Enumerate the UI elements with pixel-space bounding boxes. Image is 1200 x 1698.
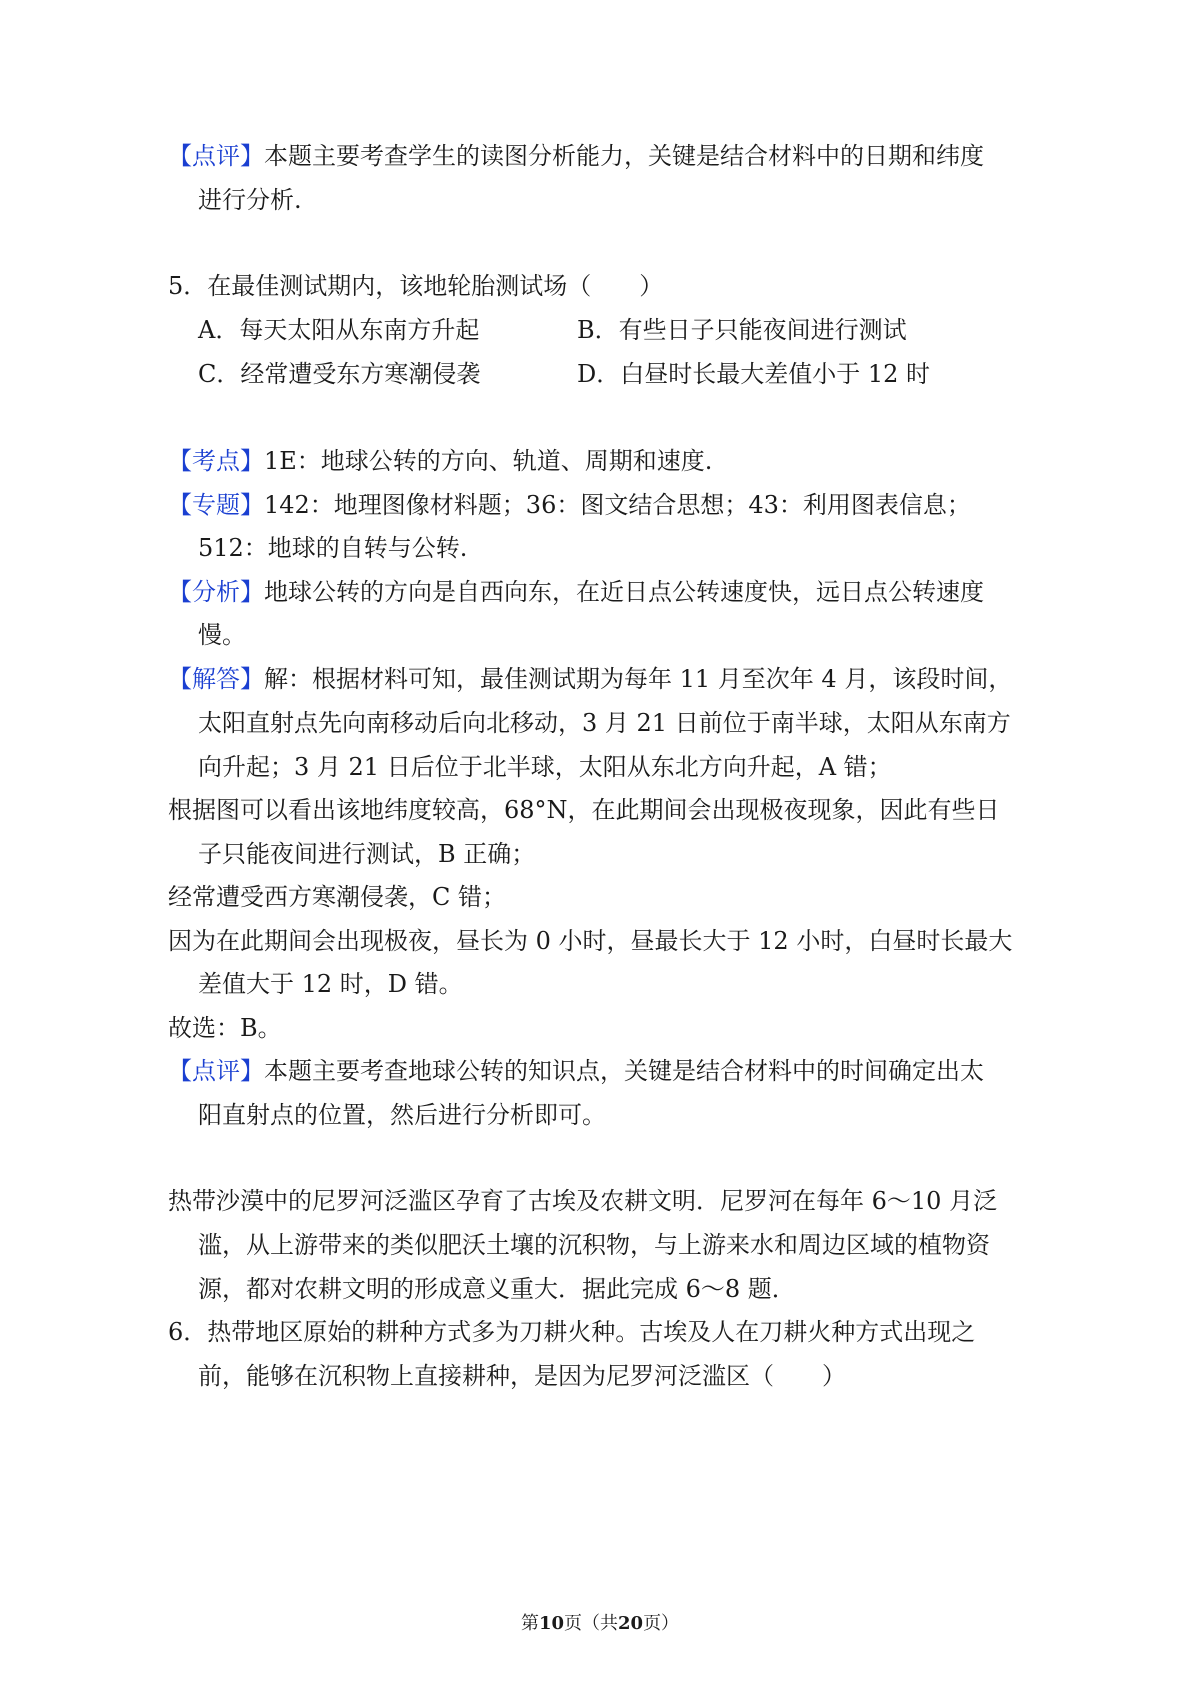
footer-middle: 页（共	[564, 1613, 618, 1634]
jieda-line-8: 差值大于 12 时，D 错。	[198, 970, 463, 998]
review-tag: 【点评】	[168, 142, 264, 170]
jieda-line-3: 向升起；3 月 21 日后位于北半球，太阳从东北方向升起，A 错；	[198, 753, 892, 781]
fenxi-line-2: 慢。	[198, 621, 246, 649]
jieda-line-1	[168, 663, 1012, 695]
footer-suffix: 页）	[643, 1613, 680, 1634]
question-5-option-a: A．每天太阳从东南方升起	[198, 316, 480, 344]
kaodian-tag: 【考点】	[168, 447, 264, 475]
review-2-line-2: 阳直射点的位置，然后进行分析即可。	[198, 1101, 606, 1129]
question-5-option-b: B．有些日子只能夜间进行测试	[577, 316, 907, 344]
review-2-line-1	[168, 1055, 984, 1087]
fenxi-tag: 【分析】	[168, 578, 264, 606]
jieda-tag: 【解答】	[168, 665, 264, 693]
footer-total-pages: 20	[618, 1613, 644, 1634]
jieda-line-4: 根据图可以看出该地纬度较高，68°N，在此期间会出现极夜现象，因此有些日	[168, 796, 1000, 824]
fenxi-line-1	[168, 576, 984, 608]
jieda-line-5: 子只能夜间进行测试，B 正确；	[198, 840, 536, 868]
jieda-answer: 故选：B。	[168, 1014, 282, 1042]
kaodian-line	[168, 445, 712, 477]
fenxi-text: 地球公转的方向是自西向东，在近日点公转速度快，远日点公转速度	[264, 578, 984, 606]
question-5-option-c: C．经常遭受东方寒潮侵袭	[198, 360, 481, 388]
zhuanti-tag: 【专题】	[168, 491, 264, 519]
footer-page-number: 10	[538, 1613, 564, 1634]
question-6-line-2: 前，能够在沉积物上直接耕种，是因为尼罗河泛滥区（ ）	[198, 1362, 846, 1390]
footer-prefix: 第	[520, 1613, 539, 1634]
zhuanti-line-1	[168, 489, 971, 521]
review-2-tag: 【点评】	[168, 1057, 264, 1085]
kaodian-text: 1E：地球公转的方向、轨道、周期和速度.	[264, 447, 713, 475]
review-text: 本题主要考查学生的读图分析能力，关键是结合材料中的日期和纬度	[264, 142, 984, 170]
jieda-text: 解：根据材料可知，最佳测试期为每年 11 月至次年 4 月，该段时间，	[264, 665, 1013, 693]
jieda-line-6: 经常遭受西方寒潮侵袭，C 错；	[168, 883, 506, 911]
review-2-text: 本题主要考查地球公转的知识点，关键是结合材料中的时间确定出太	[264, 1057, 984, 1085]
review-1-line-1	[168, 140, 984, 172]
question-5-option-d: D．白昼时长最大差值小于 12 时	[577, 360, 931, 388]
jieda-line-7: 因为在此期间会出现极夜，昼长为 0 小时，昼最长大于 12 小时，白昼时长最大	[168, 927, 1013, 955]
material-line-2: 滥，从上游带来的类似肥沃土壤的沉积物，与上游来水和周边区域的植物资	[198, 1231, 990, 1259]
jieda-line-2: 太阳直射点先向南移动后向北移动，3 月 21 日前位于南半球，太阳从东南方	[198, 709, 1011, 737]
material-line-1: 热带沙漠中的尼罗河泛滥区孕育了古埃及农耕文明．尼罗河在每年 6～10 月泛	[168, 1187, 998, 1215]
zhuanti-text: 142：地理图像材料题；36：图文结合思想；43：利用图表信息；	[264, 491, 971, 519]
zhuanti-line-2: 512：地球的自转与公转.	[198, 534, 468, 562]
question-5-stem: 5．在最佳测试期内，该地轮胎测试场（ ）	[168, 272, 664, 300]
question-6-line-1: 6．热带地区原始的耕种方式多为刀耕火种。古埃及人在刀耕火种方式出现之	[168, 1318, 976, 1346]
page-footer	[0, 1612, 1200, 1636]
review-1-line-2: 进行分析.	[198, 186, 302, 214]
material-line-3: 源，都对农耕文明的形成意义重大．据此完成 6～8 题．	[198, 1275, 796, 1303]
